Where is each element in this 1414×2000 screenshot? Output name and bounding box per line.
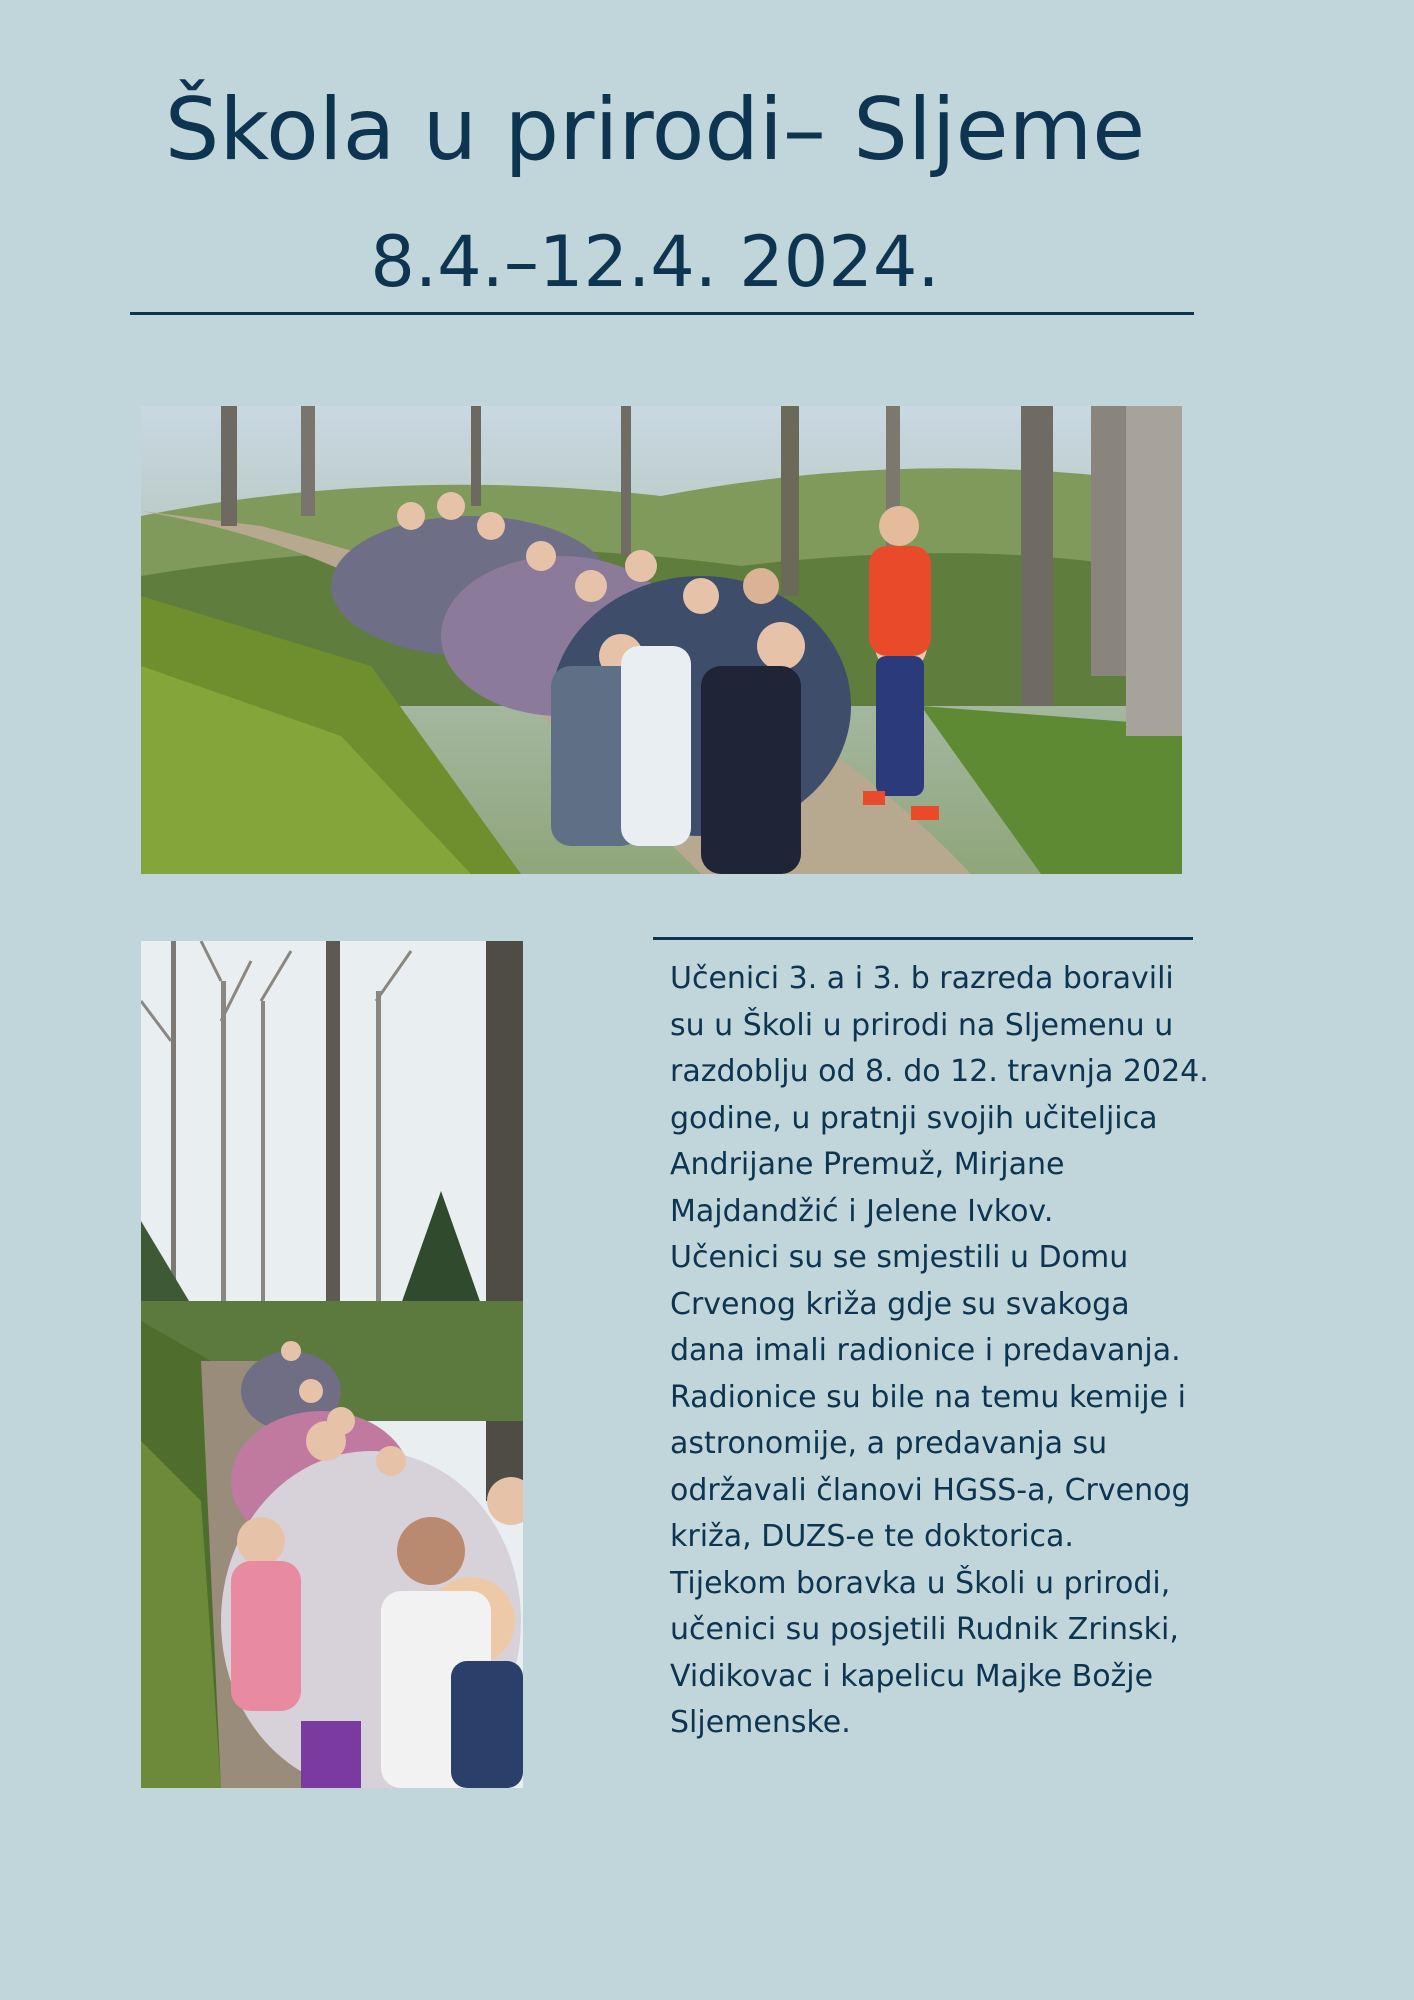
article-line: Vidikovac i kapelicu Majke Božje [670,1658,1154,1694]
text-divider [653,937,1193,940]
article-line: Crvenog križa gdje su svakoga [670,1286,1130,1322]
article-line: Majdandžić i Jelene Ivkov. [670,1193,1054,1229]
date-range: 8.4.–12.4. 2024. [370,221,940,303]
article-line: Učenici su se smjestili u Domu [670,1240,1129,1275]
article-line: održavali članovi HGSS-a, Crvenog [670,1472,1191,1508]
header-divider [130,312,1194,315]
article-line: Učenici 3. a i 3. b razreda boravili [670,961,1174,996]
pupils-trail-photo [141,941,523,1788]
article-line: dana imali radionice i predavanja. [670,1333,1181,1368]
article-line: Sljemenske. [670,1705,851,1740]
page-title: Škola u prirodi– Sljeme [164,80,1146,180]
article-text [670,956,1230,1747]
article-line: učenici su posjetili Rudnik Zrinski, [670,1612,1179,1647]
article-line: astronomije, a predavanja su [670,1426,1108,1461]
article-line: križa, DUZS-e te doktorica. [670,1519,1074,1554]
group-photo-forest-path [141,406,1182,874]
article-line: godine, u pratnji svojih učiteljica [670,1100,1158,1136]
article-line: Andrijane Premuž, Mirjane [670,1147,1065,1182]
article-line: su u Školi u prirodi na Sljemenu u [670,1007,1174,1043]
article-line: razdoblju od 8. do 12. travnja 2024. [670,1054,1209,1089]
article-line: Radionice su bile na temu kemije i [670,1379,1186,1415]
article-line: Tijekom boravka u Školi u prirodi, [670,1565,1171,1601]
